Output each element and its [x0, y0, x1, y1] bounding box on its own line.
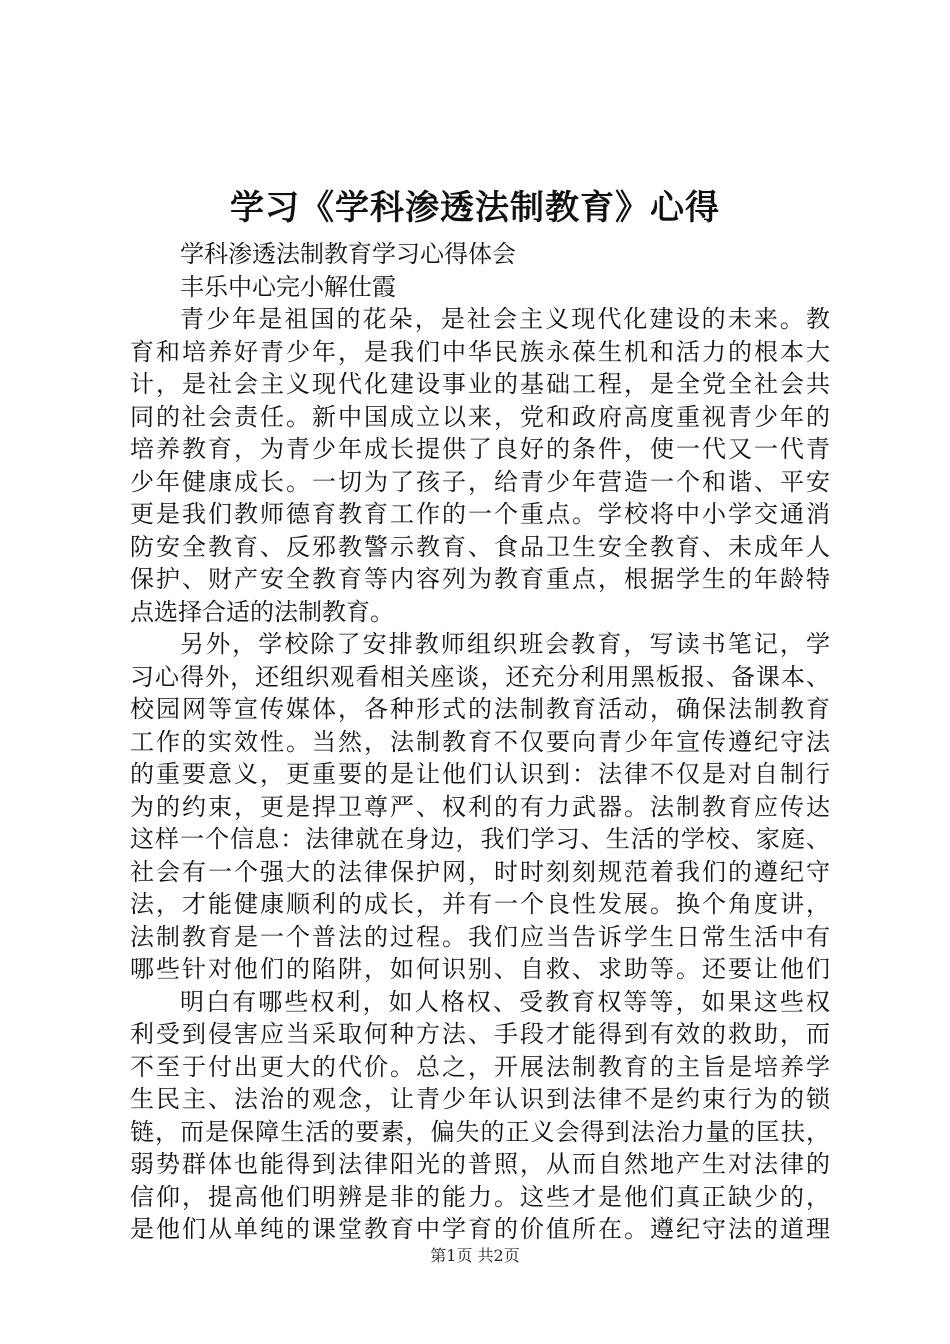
- text-line: 更是我们教师德育教育工作的一个重点。学校将中小学交通消: [130, 500, 830, 528]
- text-line: 防安全教育、反邪教警示教育、食品卫生安全教育、未成年人: [130, 532, 830, 561]
- text-line: 社会有一个强大的法律保护网，时时刻刻规范着我们的遵纪守: [130, 857, 830, 886]
- document-title: 学习《学科渗透法制教育》心得: [230, 188, 720, 228]
- text-line: 培养教育，为青少年成长提供了良好的条件，使一代又一代青: [130, 435, 830, 463]
- text-line: 利受到侵害应当采取何种方法、手段才能得到有效的救助，而: [130, 1020, 830, 1048]
- text-line: 为的约束，更是捍卫尊严、权利的有力武器。法制教育应传达: [130, 792, 830, 821]
- text-line: 校园网等宣传媒体，各种形式的法制教育活动，确保法制教育: [130, 695, 830, 723]
- text-line: 工作的实效性。当然，法制教育不仅要向青少年宣传遵纪守法: [130, 727, 830, 756]
- document-body: [130, 238, 830, 1246]
- text-line: 丰乐中心完小解仕霞: [180, 272, 396, 301]
- text-line: 育和培养好青少年，是我们中华民族永葆生机和活力的根本大: [130, 337, 830, 366]
- page-number-footer: 第1页 共2页: [430, 1246, 520, 1265]
- text-line: 保护、财产安全教育等内容列为教育重点，根据学生的年龄特: [130, 565, 830, 593]
- text-line: 法，才能健康顺利的成长，并有一个良性发展。换个角度讲，: [130, 890, 830, 918]
- text-line: 生民主、法治的观念，让青少年认识到法律不是约束行为的锁: [130, 1085, 830, 1113]
- text-line: 点选择合适的法制教育。: [130, 597, 394, 626]
- text-line: 计，是社会主义现代化建设事业的基础工程，是全党全社会共: [130, 370, 830, 398]
- text-line: 弱势群体也能得到法律阳光的普照，从而自然地产生对法律的: [130, 1150, 830, 1178]
- text-line: 学科渗透法制教育学习心得体会: [180, 240, 516, 268]
- text-line: 习心得外，还组织观看相关座谈，还充分利用黑板报、备课本、: [130, 662, 830, 691]
- text-line: 链，而是保障生活的要素，偏失的正义会得到法治力量的匡扶，: [130, 1117, 830, 1146]
- text-line: 的重要意义，更重要的是让他们认识到：法律不仅是对自制行: [130, 760, 830, 788]
- text-line: 少年健康成长。一切为了孩子，给青少年营造一个和谐、平安: [130, 467, 830, 496]
- text-line: 明白有哪些权利，如人格权、受教育权等等，如果这些权: [180, 987, 830, 1016]
- text-line: 是他们从单纯的课堂教育中学育的价值所在。遵纪守法的道理: [130, 1215, 830, 1243]
- text-line: 同的社会责任。新中国成立以来，党和政府高度重视青少年的: [130, 402, 830, 431]
- text-line: 法制教育是一个普法的过程。我们应当告诉学生日常生活中有: [130, 922, 830, 951]
- text-line: 另外，学校除了安排教师组织班会教育，写读书笔记，学: [180, 630, 830, 658]
- text-line: 信仰，提高他们明辨是非的能力。这些才是他们真正缺少的，: [130, 1182, 830, 1211]
- text-line: 这样一个信息：法律就在身边，我们学习、生活的学校、家庭、: [130, 825, 830, 853]
- text-line: 青少年是祖国的花朵，是社会主义现代化建设的未来。教: [180, 305, 830, 333]
- text-line: 不至于付出更大的代价。总之，开展法制教育的主旨是培养学: [130, 1052, 830, 1081]
- text-line: 哪些针对他们的陷阱，如何识别、自救、求助等。还要让他们: [130, 955, 830, 983]
